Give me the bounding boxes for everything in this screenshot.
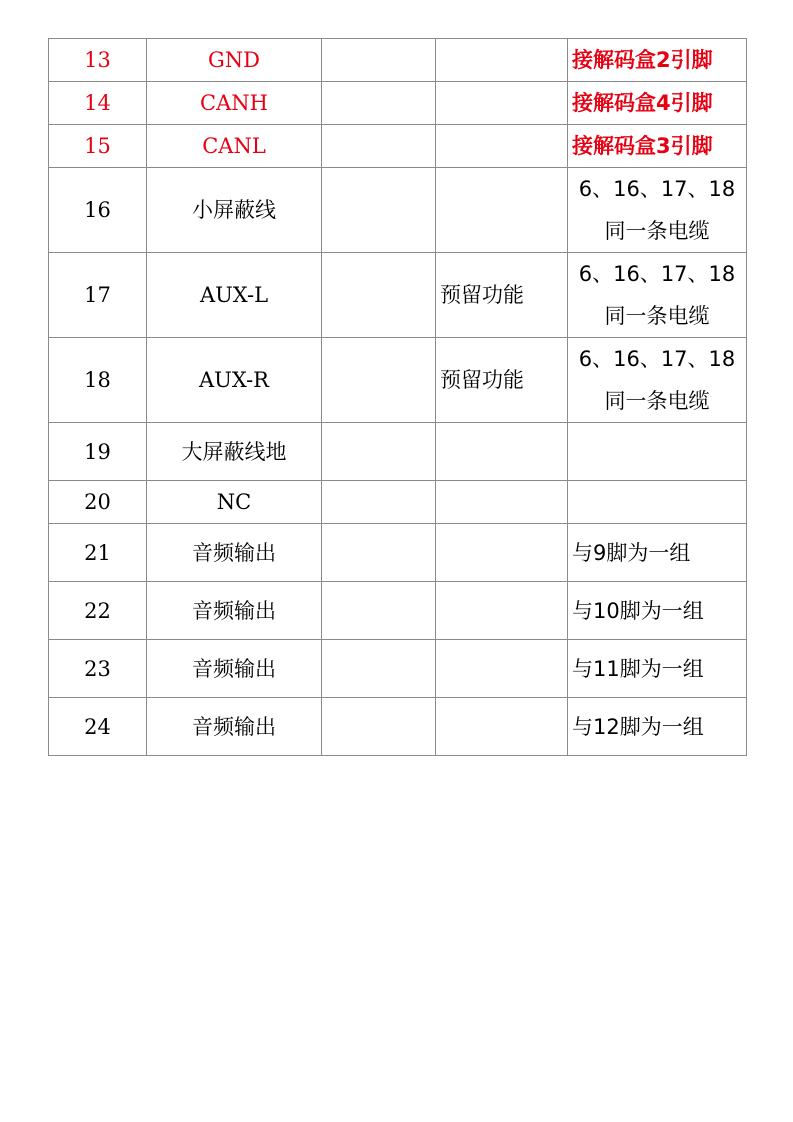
blank-cell [322,582,436,640]
signal-name-cell: 音频输出 [147,698,322,756]
table-row [49,338,747,423]
signal-name-cell: CANH [147,82,322,125]
blank-cell [322,39,436,82]
function-cell [436,698,568,756]
blank-cell [322,423,436,481]
signal-name-cell: 音频输出 [147,582,322,640]
pin-number-cell: 20 [49,481,147,524]
table-row [49,125,747,168]
pin-number-cell: 15 [49,125,147,168]
signal-name-cell: CANL [147,125,322,168]
pin-number-cell: 18 [49,338,147,423]
function-cell [436,640,568,698]
function-cell [436,39,568,82]
function-cell [436,582,568,640]
note-cell: 接解码盒2引脚 [568,39,747,82]
note-cell: 6、16、17、18 同一条电缆 [568,338,747,423]
pin-number-cell: 21 [49,524,147,582]
pin-number-cell: 23 [49,640,147,698]
pin-number-cell: 16 [49,168,147,253]
signal-name-cell: AUX-L [147,253,322,338]
note-cell: 6、16、17、18 同一条电缆 [568,253,747,338]
function-cell [436,168,568,253]
note-cell: 接解码盒3引脚 [568,125,747,168]
blank-cell [322,524,436,582]
signal-name-cell: NC [147,481,322,524]
function-cell [436,481,568,524]
function-cell: 预留功能 [436,253,568,338]
note-cell: 接解码盒4引脚 [568,82,747,125]
signal-name-cell: AUX-R [147,338,322,423]
pin-number-cell: 24 [49,698,147,756]
pin-number-cell: 14 [49,82,147,125]
signal-name-cell: GND [147,39,322,82]
pin-table [48,38,747,756]
note-cell: 与10脚为一组 [568,582,747,640]
function-cell: 预留功能 [436,338,568,423]
table-row [49,82,747,125]
function-cell [436,423,568,481]
signal-name-cell: 音频输出 [147,640,322,698]
table-row [49,524,747,582]
table-row [49,582,747,640]
blank-cell [322,698,436,756]
blank-cell [322,253,436,338]
note-cell: 6、16、17、18 同一条电缆 [568,168,747,253]
blank-cell [322,82,436,125]
blank-cell [322,125,436,168]
note-cell: 与9脚为一组 [568,524,747,582]
blank-cell [322,338,436,423]
function-cell [436,82,568,125]
table-row [49,423,747,481]
table-row [49,481,747,524]
table-row [49,253,747,338]
pin-table-body [49,39,747,756]
blank-cell [322,481,436,524]
signal-name-cell: 音频输出 [147,524,322,582]
note-cell: 与11脚为一组 [568,640,747,698]
note-cell [568,423,747,481]
pin-number-cell: 19 [49,423,147,481]
pin-number-cell: 17 [49,253,147,338]
note-cell [568,481,747,524]
table-row [49,168,747,253]
pin-number-cell: 13 [49,39,147,82]
pin-number-cell: 22 [49,582,147,640]
signal-name-cell: 小屏蔽线 [147,168,322,253]
note-cell: 与12脚为一组 [568,698,747,756]
signal-name-cell: 大屏蔽线地 [147,423,322,481]
function-cell [436,524,568,582]
blank-cell [322,640,436,698]
pin-table-container [48,38,746,756]
function-cell [436,125,568,168]
table-row [49,39,747,82]
blank-cell [322,168,436,253]
table-row [49,698,747,756]
table-row [49,640,747,698]
